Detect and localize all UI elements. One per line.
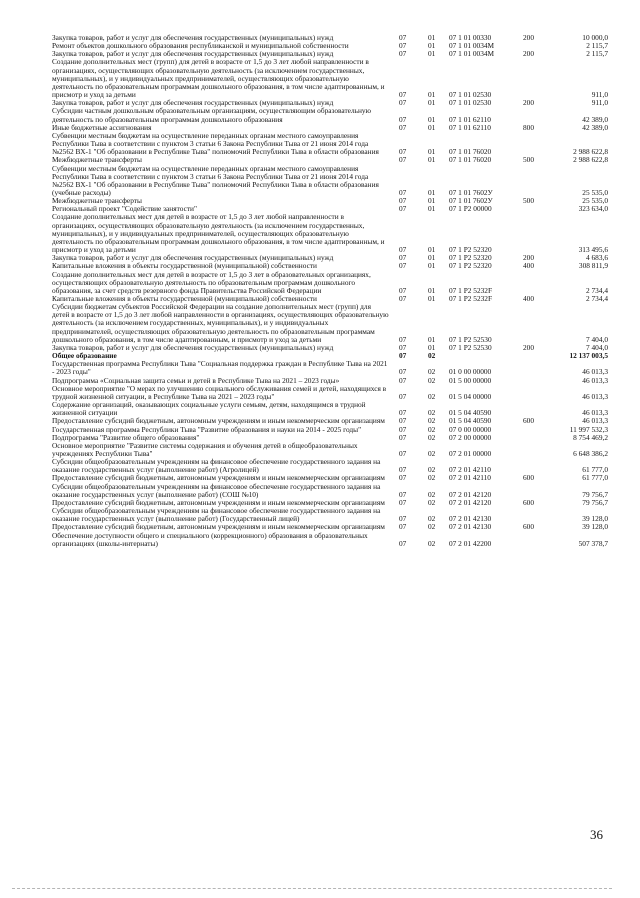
row-description: Предоставление субсидий бюджетным, автономным учреждениям и иным некоммерческим организациям <box>52 497 385 507</box>
section-code: 07 <box>399 522 407 532</box>
table-row <box>52 165 608 198</box>
row-description: Предоставление субсидий бюджетным, автономным учреждениям и иным некоммерческим организациям <box>52 522 385 532</box>
target-article-code: 07 1 P2 52320 <box>449 245 492 255</box>
subsection-code: 02 <box>428 522 436 532</box>
amount: 507 378,7 <box>578 538 608 548</box>
section-code: 07 <box>399 196 407 206</box>
section-code: 07 <box>399 155 407 165</box>
row-description: Предоставление субсидий бюджетным, автономным учреждениям и иным некоммерческим организациям <box>52 473 385 483</box>
subsection-code: 02 <box>428 489 436 499</box>
section-code: 07 <box>399 514 407 524</box>
row-description: Межбюджетные трансферты <box>52 155 142 165</box>
expense-type-code: 400 <box>523 294 535 303</box>
expense-type-code: 600 <box>523 416 535 426</box>
table-row <box>52 442 608 458</box>
section-code: 07 <box>399 187 407 197</box>
section-code: 07 <box>399 391 407 401</box>
section-code: 07 <box>399 424 407 434</box>
section-code: 07 <box>399 448 407 458</box>
section-code: 07 <box>399 33 407 42</box>
section-code: 07 <box>399 49 407 59</box>
row-description: Ремонт объектов дошкольного образования республиканской и муниципальной собственности <box>52 41 349 51</box>
subsection-code: 01 <box>428 196 436 206</box>
subsection-code: 01 <box>428 49 436 59</box>
target-article-code: 07 1 01 76020 <box>449 147 492 157</box>
target-article-code: 07 2 01 42110 <box>449 465 491 475</box>
subsection-code: 01 <box>428 253 436 263</box>
target-article-code: 07 1 P2 00000 <box>449 204 492 214</box>
subsection-code: 01 <box>428 41 436 51</box>
subsection-code: 01 <box>428 33 436 42</box>
amount: 61 777,0 <box>582 473 608 483</box>
target-article-code: 07 1 01 0034М <box>449 49 495 59</box>
row-description: Закупка товаров, работ и услуг для обеспечения государственных (муниципальных) нужд <box>52 49 334 59</box>
page-number: 36 <box>590 827 603 842</box>
budget-table <box>52 34 608 548</box>
amount: 2 115,7 <box>586 41 608 51</box>
amount: 79 756,7 <box>582 489 608 499</box>
subsection-code: 01 <box>428 114 436 124</box>
amount: 61 777,0 <box>582 465 608 475</box>
subsection-code: 02 <box>428 432 436 442</box>
amount: 39 128,0 <box>582 514 608 524</box>
subsection-code: 02 <box>428 351 436 361</box>
row-description: Региональный проект "Содействие занятости" <box>52 204 197 214</box>
row-description: Иные бюджетные ассигнования <box>52 122 152 132</box>
amount: 25 535,0 <box>582 187 608 197</box>
table-row <box>52 507 608 523</box>
amount: 8 754 469,2 <box>573 432 608 442</box>
target-article-code: 07 1 01 62110 <box>449 122 491 132</box>
subsection-code: 01 <box>428 90 436 100</box>
subsection-code: 02 <box>428 408 436 418</box>
target-article-code: 07 2 01 42130 <box>449 514 492 524</box>
target-article-code: 07 1 01 02530 <box>449 90 492 100</box>
row-description: Создание дополнительных мест для детей в возрасте от 1,5 до 3 лет в образовательных организациях, осуществляющих образовательную деятельность по образовательным программам дошкольного образования, за счет средств резервного фонда Правительства Российской Федерации <box>52 269 371 295</box>
section-code: 07 <box>399 351 407 361</box>
amount: 46 013,3 <box>582 375 608 385</box>
amount: 11 997 532,3 <box>569 424 608 434</box>
row-description: Создание дополнительных мест (групп) для детей в возрасте от 1,5 до 3 лет любой направленности в организациях, осуществляющих образовательную деятельность (за исключением государственных, муниципальных), и у индивидуальных предпринимателей, осуществляющих образовательную деятельность по образовательным программам дошкольного образования, в том числе адаптированным, и присмотр и уход за детьми <box>52 57 385 100</box>
section-code: 07 <box>399 147 407 157</box>
page-bottom-divider <box>12 888 612 889</box>
table-row <box>52 532 608 548</box>
expense-type-code: 600 <box>523 497 535 507</box>
row-description: Капитальные вложения в объекты государственной (муниципальной) собственности <box>52 294 317 303</box>
target-article-code: 07 1 01 02530 <box>449 98 492 108</box>
amount: 2 988 622,8 <box>573 155 608 165</box>
row-description: Общее образование <box>52 351 117 361</box>
row-description: Создание дополнительных мест для детей в возрасте от 1,5 до 3 лет любой направленности в организациях, осуществляющих образовательную деятельность (за исключением государственных, муниципальных), и у индивидуальных предпринимателей, осуществляющих образовательную деятельность по образовательным программам дошкольного образования, в том числе адаптированным, и присмотр и уход за детьми <box>52 212 385 255</box>
amount: 2 115,7 <box>586 49 608 59</box>
section-code: 07 <box>399 114 407 124</box>
target-article-code: 07 0 00 00000 <box>449 424 492 434</box>
subsection-code: 01 <box>428 204 436 214</box>
target-article-code: 07 1 01 00330 <box>449 33 492 42</box>
subsection-code: 02 <box>428 465 436 475</box>
subsection-code: 01 <box>428 187 436 197</box>
table-row <box>52 458 608 474</box>
row-description: Субсидии общеобразовательным учреждениям на финансовое обеспечение государственного задания на оказание государственных услуг (выполнение работ) (СОШ №10) <box>52 481 381 499</box>
expense-type-code: 400 <box>523 261 535 271</box>
expense-type-code: 500 <box>523 196 535 206</box>
amount: 46 013,3 <box>582 367 608 377</box>
amount: 2 734,4 <box>585 285 608 295</box>
section-code: 07 <box>399 294 407 303</box>
subsection-code: 02 <box>428 538 436 548</box>
target-article-code: 07 2 01 42120 <box>449 489 492 499</box>
subsection-code: 02 <box>428 514 436 524</box>
expense-type-code: 200 <box>523 253 535 263</box>
subsection-code: 01 <box>428 155 436 165</box>
target-article-code: 07 2 01 42130 <box>449 522 492 532</box>
table-row <box>52 483 608 499</box>
expense-type-code: 500 <box>523 155 535 165</box>
subsection-code: 01 <box>428 285 436 295</box>
section-code: 07 <box>399 465 407 475</box>
section-code: 07 <box>399 98 407 108</box>
subsection-code: 01 <box>428 261 436 271</box>
target-article-code: 01 5 04 40590 <box>449 408 492 418</box>
target-article-code: 07 1 P2 52320 <box>449 253 492 263</box>
amount: 308 811,9 <box>578 261 608 271</box>
row-description: Государственная программа Республики Тыва "Развитие образования и науки на 2014 - 2025 годы" <box>52 424 362 434</box>
amount: 6 648 386,2 <box>573 448 608 458</box>
amount: 79 756,7 <box>582 497 608 507</box>
row-description: Основное мероприятие "Развитие системы содержания и обучения детей в общеобразовательных учреждениях Республики Тыва" <box>52 440 358 458</box>
row-description: Субвенции местным бюджетам на осуществление переданных органам местного самоуправления Республики Тыва в соответствии с пунктом 3 статьи 6 Закона Республики Тыва от 21 июня 2014 года №2562 ВХ-1 "Об образовании в Республике Тыва" полномочий Республики Тыва в области образования <box>52 130 379 157</box>
amount: 10 000,0 <box>582 33 608 42</box>
table-row <box>52 132 608 156</box>
amount: 2 734,4 <box>585 294 608 303</box>
table-row <box>52 58 608 99</box>
subsection-code: 01 <box>428 122 436 132</box>
subsection-code: 01 <box>428 294 436 303</box>
section-code: 07 <box>399 497 407 507</box>
row-description: Подпрограмма "Развитие общего образования" <box>52 432 200 442</box>
row-description: Государственная программа Республики Тыва "Социальная поддержка граждан в Республике Тыва на 2021 - 2023 годы" <box>52 359 388 377</box>
amount: 7 404,0 <box>585 342 608 352</box>
subsection-code: 02 <box>428 391 436 401</box>
row-description: Субсидии общеобразовательным учреждениям на финансовое обеспечение государственного задания на оказание государственных услуг (выполнение работ) (Государственный лицей) <box>52 506 381 524</box>
amount: 46 013,3 <box>582 408 608 418</box>
section-code: 07 <box>399 375 407 385</box>
subsection-code: 01 <box>428 98 436 108</box>
section-code: 07 <box>399 342 407 352</box>
subsection-code: 01 <box>428 342 436 352</box>
table-row <box>52 107 608 123</box>
subsection-code: 02 <box>428 367 436 377</box>
section-code: 07 <box>399 408 407 418</box>
table-row <box>52 303 608 344</box>
amount: 39 128,0 <box>582 522 608 532</box>
row-description: Субсидии частным дошкольным образовательным организациям, осуществляющим образовательную деятельность по образовательным программам дошкольного образования <box>52 106 372 124</box>
subsection-code: 02 <box>428 497 436 507</box>
row-description: Субсидии общеобразовательным учреждениям на финансовое обеспечение государственного задания на оказание государственных услуг (выполнение работ) (Агролицей) <box>52 457 381 475</box>
target-article-code: 07 2 01 42110 <box>449 473 491 483</box>
target-article-code: 07 2 00 00000 <box>449 432 492 442</box>
amount: 2 988 622,8 <box>573 147 608 157</box>
table-row <box>52 385 608 401</box>
row-description: Межбюджетные трансферты <box>52 196 142 206</box>
amount: 911,0 <box>591 90 608 100</box>
subsection-code: 02 <box>428 473 436 483</box>
expense-type-code: 200 <box>523 98 535 108</box>
section-code: 07 <box>399 432 407 442</box>
amount: 12 137 003,5 <box>569 351 608 361</box>
section-code: 07 <box>399 90 407 100</box>
target-article-code: 07 2 01 42200 <box>449 538 492 548</box>
subsection-code: 02 <box>428 424 436 434</box>
expense-type-code: 200 <box>523 342 535 352</box>
amount: 4 683,6 <box>585 253 608 263</box>
target-article-code: 07 2 01 42120 <box>449 497 492 507</box>
section-code: 07 <box>399 473 407 483</box>
amount: 323 634,0 <box>578 204 608 214</box>
row-description: Основное мероприятие "О мерах по улучшению социального обслуживания семей и детей, находящихся в трудной жизненной ситуации, в Республике Тыва на 2021 – 2023 годы" <box>52 383 387 401</box>
row-description: Капитальные вложения в объекты государственной (муниципальной) собственности <box>52 261 317 271</box>
amount: 42 389,0 <box>582 122 608 132</box>
amount: 911,0 <box>591 98 608 108</box>
expense-type-code: 600 <box>523 473 535 483</box>
section-code: 07 <box>399 285 407 295</box>
subsection-code: 01 <box>428 334 436 344</box>
subsection-code: 01 <box>428 245 436 255</box>
row-description: Закупка товаров, работ и услуг для обеспечения государственных (муниципальных) нужд <box>52 253 334 263</box>
section-code: 07 <box>399 41 407 51</box>
subsection-code: 02 <box>428 416 436 426</box>
target-article-code: 01 5 04 40590 <box>449 416 492 426</box>
target-article-code: 07 1 P2 52320 <box>449 261 492 271</box>
target-article-code: 07 1 P2 52530 <box>449 342 492 352</box>
target-article-code: 01 0 00 00000 <box>449 367 492 377</box>
table-row <box>52 271 608 295</box>
row-description: Закупка товаров, работ и услуг для обеспечения государственных (муниципальных) нужд <box>52 342 334 352</box>
row-description: Подпрограмма «Социальная защита семьи и детей в Республике Тыва на 2021 – 2023 годы» <box>52 375 340 385</box>
section-code: 07 <box>399 334 407 344</box>
row-description: Обеспечение доступности общего и специального (коррекционного) образования в образовательных организациях (школы-интернаты) <box>52 530 368 548</box>
subsection-code: 02 <box>428 448 436 458</box>
expense-type-code: 800 <box>523 122 535 132</box>
target-article-code: 01 5 04 00000 <box>449 391 492 401</box>
amount: 46 013,3 <box>582 416 608 426</box>
target-article-code: 07 1 01 7602У <box>449 196 493 206</box>
section-code: 07 <box>399 538 407 548</box>
expense-type-code: 600 <box>523 522 535 532</box>
amount: 313 495,6 <box>578 245 608 255</box>
row-description: Субвенции местным бюджетам на осуществление переданных органам местного самоуправления Республики Тыва в соответствии с пунктом 3 статьи 6 Закона Республики Тыва от 21 июня 2014 года №2562 ВХ-1 "Об образовании в Республике Тыва" полномочий Республики Тыва в области образования (учебные расходы) <box>52 163 379 197</box>
row-description: Закупка товаров, работ и услуг для обеспечения государственных (муниципальных) нужд <box>52 98 334 108</box>
row-description: Предоставление субсидий бюджетным, автономным учреждениям и иным некоммерческим организациям <box>52 416 385 426</box>
expense-type-code: 200 <box>523 49 535 59</box>
row-description: Содержание организаций, оказывающих социальные услуги семьям, детям, находящимся в трудной жизненной ситуации <box>52 400 366 418</box>
row-description: Субсидии бюджетам субъектов Российской Федерации на создание дополнительных мест (групп) для детей в возрасте от 1,5 до 3 лет любой направленности в организациях, осуществляющих образовательную деятельность (за исключением государственных, муниципальных), и у индивидуальных предпринимателей, осуществляющих образовательную деятельность по образовательным программам дошкольного образования, в том числе адаптированным, и присмотр и уход за детьми <box>52 302 389 344</box>
section-code: 07 <box>399 253 407 263</box>
section-code: 07 <box>399 261 407 271</box>
section-code: 07 <box>399 367 407 377</box>
subsection-code: 01 <box>428 147 436 157</box>
target-article-code: 07 1 P2 5232F <box>449 285 493 295</box>
target-article-code: 07 2 01 00000 <box>449 448 492 458</box>
row-description: Закупка товаров, работ и услуг для обеспечения государственных (муниципальных) нужд <box>52 33 334 42</box>
table-row <box>52 344 608 352</box>
amount: 7 404,0 <box>585 334 608 344</box>
target-article-code: 01 5 00 00000 <box>449 375 492 385</box>
section-code: 07 <box>399 122 407 132</box>
target-article-code: 07 1 01 0034М <box>449 41 495 51</box>
expense-type-code: 200 <box>523 33 535 42</box>
section-code: 07 <box>399 245 407 255</box>
amount: 25 535,0 <box>582 196 608 206</box>
target-article-code: 07 1 01 62110 <box>449 114 491 124</box>
subsection-code: 02 <box>428 375 436 385</box>
target-article-code: 07 1 01 76020 <box>449 155 492 165</box>
amount: 42 389,0 <box>582 114 608 124</box>
section-code: 07 <box>399 416 407 426</box>
target-article-code: 07 1 01 7602У <box>449 187 493 197</box>
section-code: 07 <box>399 489 407 499</box>
amount: 46 013,3 <box>582 391 608 401</box>
table-row <box>52 213 608 254</box>
target-article-code: 07 1 P2 52530 <box>449 334 492 344</box>
table-row <box>52 360 608 376</box>
table-row <box>52 401 608 417</box>
target-article-code: 07 1 P2 5232F <box>449 294 493 303</box>
section-code: 07 <box>399 204 407 214</box>
